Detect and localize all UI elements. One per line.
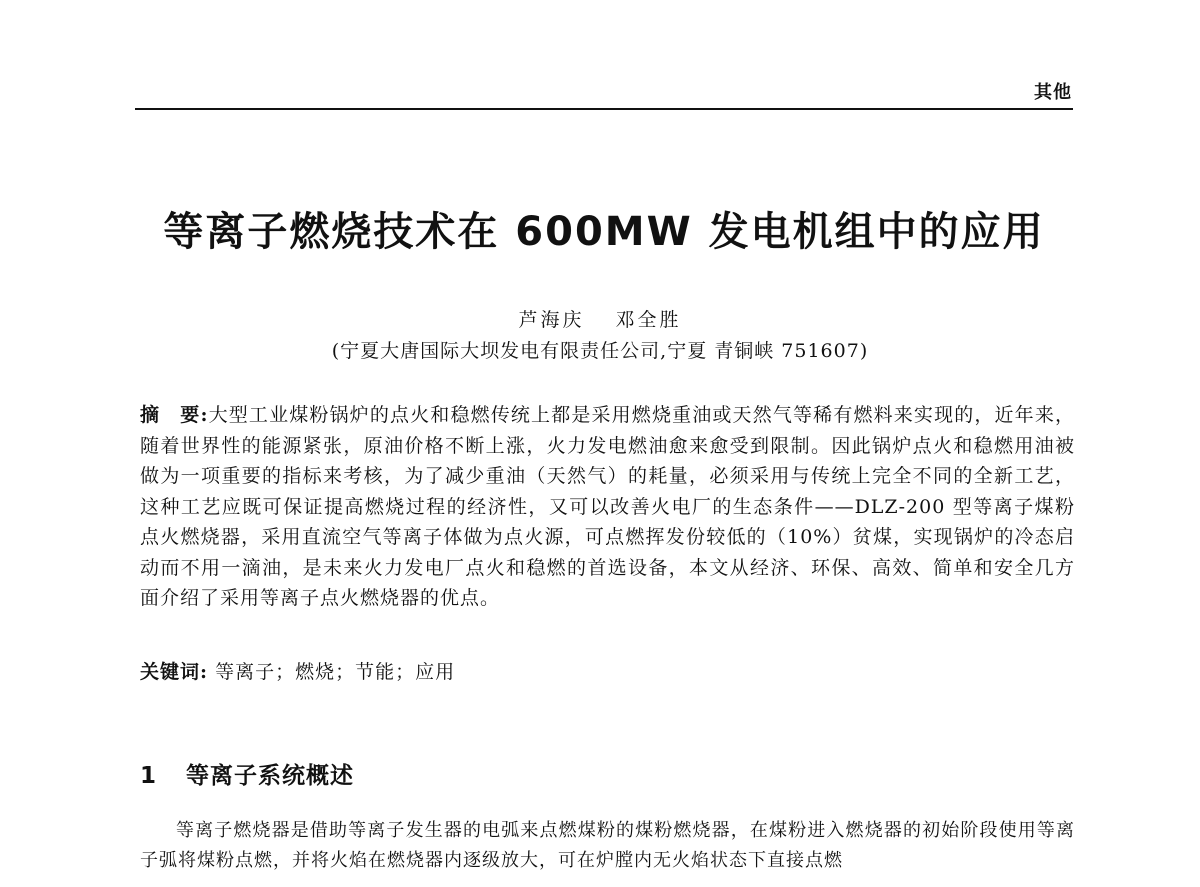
- abstract-label: 摘 要:: [140, 404, 209, 426]
- running-header-section: 其他: [1034, 82, 1072, 103]
- authors: 芦海庆 邓全胜: [518, 309, 682, 331]
- section-paragraph: 等离子燃烧器是借助等离子发生器的电弧来点燃煤粉的煤粉燃烧器，在煤粉进入燃烧器的初始阶段使用等离子弧将煤粉点燃，并将火焰在燃烧器内逐级放大，可在炉膛内无火焰状态下直接点燃: [140, 820, 1075, 871]
- keywords-label: 关键词:: [140, 661, 209, 683]
- header-rule: [135, 108, 1073, 110]
- abstract: [140, 400, 1075, 614]
- keywords-text: 等离子；燃烧；节能；应用: [215, 661, 456, 683]
- section-heading: [140, 757, 354, 790]
- section-title: 等离子系统概述: [186, 763, 354, 789]
- keywords: [140, 657, 1075, 684]
- section-number: 1: [140, 763, 158, 789]
- affiliation: (宁夏大唐国际大坝发电有限责任公司,宁夏 青铜峡 751607): [331, 340, 869, 362]
- abstract-text: 大型工业煤粉锅炉的点火和稳燃传统上都是采用燃烧重油或天然气等稀有燃料来实现的，近年来，随着世界性的能源紧张，原油价格不断上涨，火力发电燃油愈来愈受到限制。因此锅炉点火和稳燃用油被做为一项重要的指标来考核，为了减少重油（天然气）的耗量，必须采用与传统上完全不同的全新工艺，这种工艺应既可保证提高燃烧过程的经济性，又可以改善火电厂的生态条件——DLZ-200 型等离子煤粉点火燃烧器，采用直流空气等离子体做为点火源，可点燃挥发份较低的（10%）贫煤，实现锅炉的冷态启动而不用一滴油，是未来火力发电厂点火和稳燃的首选设备，本文从经济、环保、高效、简单和安全几方面介绍了采用等离子点火燃烧器的优点。: [140, 404, 1075, 609]
- paper-title: 等离子燃烧技术在 600MW 发电机组中的应用: [163, 209, 1045, 255]
